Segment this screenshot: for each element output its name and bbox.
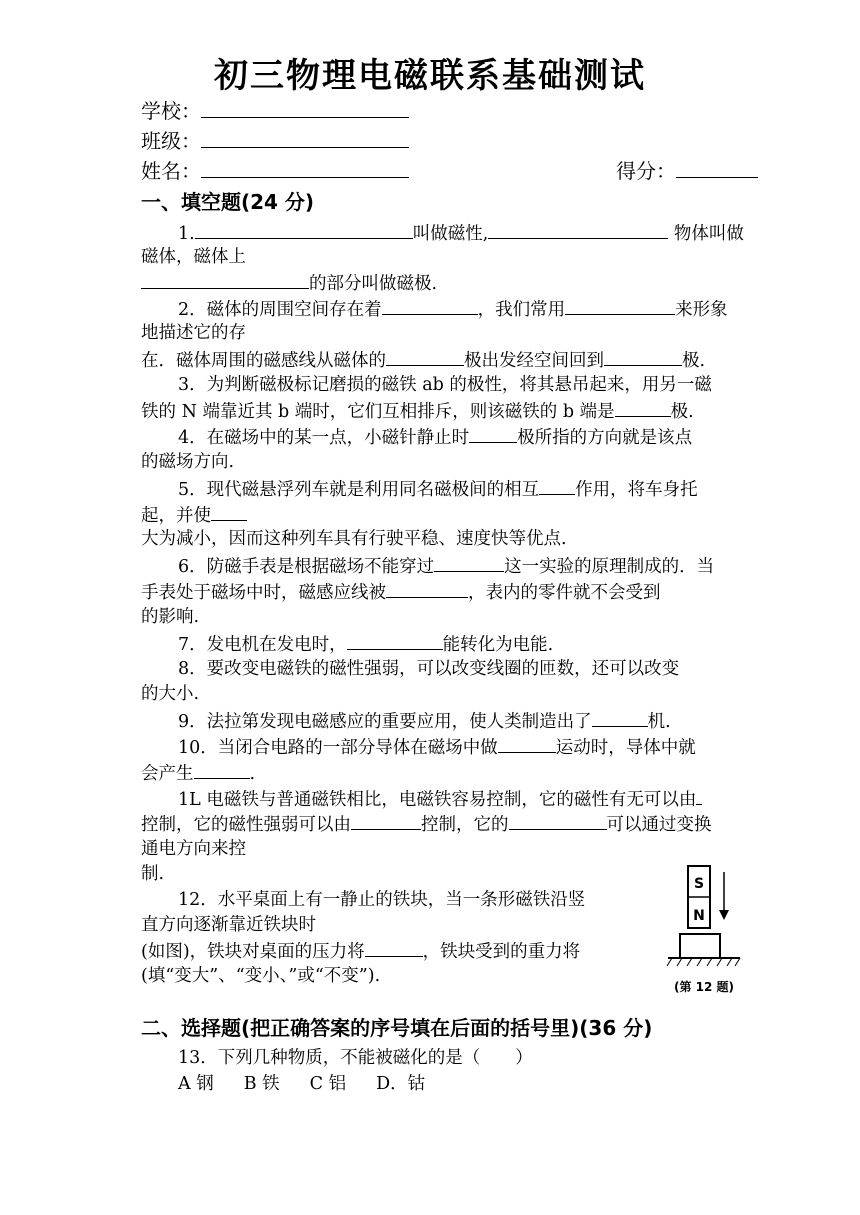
q9-blank[interactable] xyxy=(592,708,648,727)
figure-caption: (第 12 题) xyxy=(673,980,735,994)
q11-line3: 通电方向来控 xyxy=(141,839,246,859)
q1-line2: 磁体，磁体上 xyxy=(141,247,246,267)
q2-line2: 地描述它的存 xyxy=(141,323,246,343)
iron-block xyxy=(680,934,720,958)
q11-blank2[interactable] xyxy=(351,811,421,830)
q11-blank1[interactable] xyxy=(696,786,702,805)
q13-option-d[interactable]: D．钴 xyxy=(376,1074,426,1094)
q6-line2: 手表处于磁场中时，磁感应线被 ，表内的零件就不会受到 xyxy=(141,579,661,605)
q1-blank2[interactable] xyxy=(488,220,668,239)
q1-line1: 1. 叫做磁性, 物体叫做 xyxy=(178,220,744,246)
q4-line1: 4．在磁场中的某一点，小磁针静止时 极所指的方向就是该点 xyxy=(178,424,692,450)
q12-line3: (如图)，铁块对桌面的压力将 ，铁块受到的重力将 xyxy=(141,938,580,964)
class-field xyxy=(141,128,409,154)
q5-blank1[interactable] xyxy=(539,476,575,495)
q8-line2: 的大小. xyxy=(141,684,200,704)
q6-line1: 6．防磁手表是根据磁场不能穿过 这一实验的原理制成的．当 xyxy=(178,553,714,579)
q3-line2: 铁的 N 端靠近其 b 端时，它们互相排斥，则该磁铁的 b 端是 极. xyxy=(141,398,694,424)
q5-blank2[interactable] xyxy=(211,502,247,521)
name-label: 姓名： xyxy=(141,159,201,183)
q10-blank1[interactable] xyxy=(498,734,556,753)
section2-heading: 二、选择题(把正确答案的序号填在后面的括号里)(36 分) xyxy=(141,1016,653,1040)
q2-blank4[interactable] xyxy=(604,347,682,366)
q7-line1: 7．发电机在发电时， 能转化为电能. xyxy=(178,631,553,657)
q11-blank3[interactable] xyxy=(509,811,607,830)
school-field xyxy=(141,98,409,124)
class-label: 班级： xyxy=(141,129,201,153)
q3-line1: 3．为判断磁极标记磨损的磁铁 ab 的极性，将其悬吊起来，用另一磁 xyxy=(178,375,712,395)
q5-line3: 大为减小，因而这种列车具有行驶平稳、速度快等优点. xyxy=(141,529,567,549)
q6-line3: 的影响. xyxy=(141,607,200,627)
class-blank[interactable] xyxy=(201,129,409,148)
q11-line4: 制. xyxy=(141,864,165,884)
q6-blank2[interactable] xyxy=(386,579,468,598)
page-title: 初三物理电磁联系基础测试 xyxy=(214,56,646,96)
school-blank[interactable] xyxy=(201,99,409,118)
q5-line1: 5．现代磁悬浮列车就是利用同名磁极间的相互 作用，将车身托 xyxy=(178,476,698,502)
q12-line1: 12．水平桌面上有一静止的铁块，当一条形磁铁沿竖 xyxy=(178,890,586,910)
q12-blank1[interactable] xyxy=(365,938,423,957)
q12-line2: 直方向逐渐靠近铁块时 xyxy=(141,915,316,935)
q3-blank[interactable] xyxy=(615,398,671,417)
q2-line3: 在．磁体周围的磁感线从磁体的 极出发经空间回到 极. xyxy=(141,347,705,373)
q11-line2: 控制，它的磁性强弱可以由 控制，它的 可以通过变换 xyxy=(141,811,712,837)
q12-line4: (填“变大”、“变小、”或“不变”). xyxy=(141,966,381,986)
q13-option-c[interactable]: C 铝 xyxy=(309,1074,347,1094)
q10-blank2[interactable] xyxy=(194,760,250,779)
q4-blank[interactable] xyxy=(469,424,517,443)
q1-blank1[interactable] xyxy=(195,220,413,239)
name-field xyxy=(141,158,409,184)
score-blank[interactable] xyxy=(676,159,758,178)
q10-line2: 会产生 . xyxy=(141,760,255,786)
score-label: 得分： xyxy=(616,159,676,183)
q11-line1: 1L 电磁铁与普通磁铁相比，电磁铁容易控制，它的磁性有无可以由 xyxy=(178,786,702,812)
magnet-s-pole: S xyxy=(693,876,705,892)
q1-blank3[interactable] xyxy=(141,270,309,289)
section1-heading: 一、填空题(24 分) xyxy=(141,190,315,214)
magnet-n-pole: N xyxy=(693,908,705,924)
name-blank[interactable] xyxy=(201,159,409,178)
q10-line1: 10．当闭合电路的一部分导体在磁场中做 运动时，导体中就 xyxy=(178,734,696,760)
score-field xyxy=(616,158,758,184)
q6-blank1[interactable] xyxy=(434,553,504,572)
q5-line2: 起，并使 xyxy=(141,502,247,528)
q8-line1: 8．要改变电磁铁的磁性强弱，可以改变线圈的匝数，还可以改变 xyxy=(178,659,680,679)
q7-blank[interactable] xyxy=(347,631,443,650)
q1-line3: 的部分叫做磁极. xyxy=(141,270,437,296)
q13-line: 13．下列几种物质，不能被磁化的是（ ） xyxy=(178,1048,533,1068)
q13-options xyxy=(178,1072,425,1096)
school-label: 学校： xyxy=(141,99,201,123)
q13-option-b[interactable]: B 铁 xyxy=(243,1074,280,1094)
q4-line2: 的磁场方向. xyxy=(141,452,235,472)
q2-blank1[interactable] xyxy=(382,296,478,315)
q2-blank3[interactable] xyxy=(386,347,464,366)
q13-option-a[interactable]: A 钢 xyxy=(178,1074,214,1094)
q9-line1: 9．法拉第发现电磁感应的重要应用，使人类制造出了 机. xyxy=(178,708,671,734)
q2-line1: 2．磁体的周围空间存在着 ，我们常用 来形象 xyxy=(178,296,728,322)
q2-blank2[interactable] xyxy=(565,296,675,315)
